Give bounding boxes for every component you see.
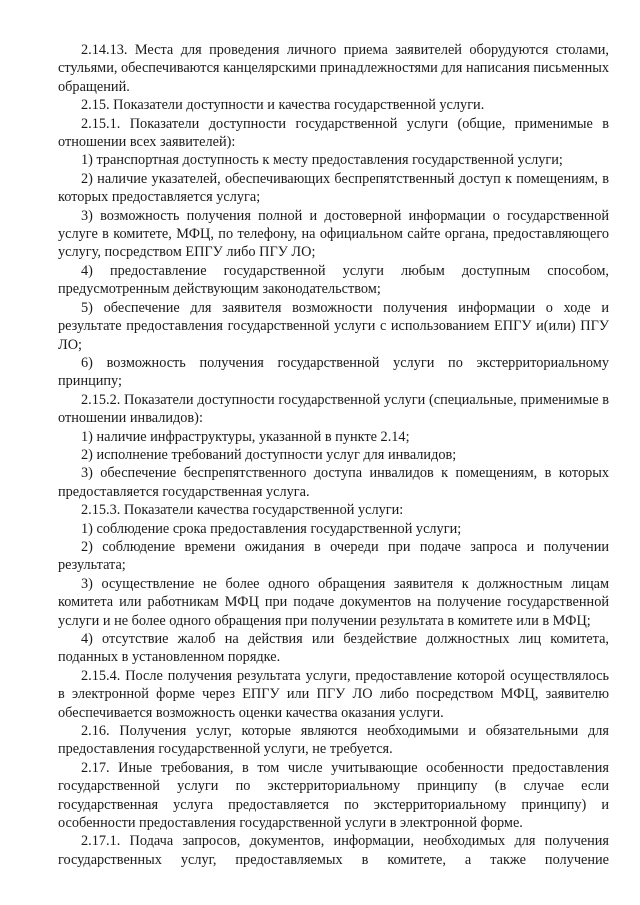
paragraph-2-17: 2.17. Иные требования, в том числе учитывающие особенности предоставления государственной услуги по экстерриториальному принципу (в случае если государственная услуга предоставляется по экстерриториальному принципу) и особенности предоставления государственной услуги в электронной форме.: [58, 759, 609, 832]
paragraph-2-15-2: 2.15.2. Показатели доступности государственной услуги (специальные, применимые в отношении инвалидов):: [58, 391, 609, 427]
document-body: [58, 41, 609, 869]
list-item-special-2: 2) исполнение требований доступности услуг для инвалидов;: [81, 446, 457, 463]
paragraph-2-17-1: 2.17.1. Подача запросов, документов, информации, необходимых для получения государственных услуг, предоставляемых в комитете, а также получение: [58, 833, 609, 868]
list-item-special-1: 1) наличие инфраструктуры, указанной в пункте 2.14;: [81, 428, 410, 445]
list-item-general-1: 1) транспортная доступность к месту предоставления государственной услуги;: [81, 152, 563, 169]
paragraph-2-15-heading: 2.15. Показатели доступности и качества государственной услуги.: [81, 97, 485, 114]
list-item-general-3: 3) возможность получения полной и достоверной информации о государственной услуге в комитете, МФЦ, по телефону, на официальном сайте органа, предоставляющего услугу, посредством ЕПГУ либо ПГУ ЛО;: [58, 207, 609, 261]
list-item-quality-3: 3) осуществление не более одного обращения заявителя к должностным лицам комитета или работникам МФЦ при подаче документов на получение государственной услуги и не более одного обращения при получении результата в комитете или в МФЦ;: [58, 575, 609, 629]
list-item-general-4: 4) предоставление государственной услуги любым доступным способом, предусмотренным действующим законодательством;: [58, 262, 609, 298]
list-item-quality-4: 4) отсутствие жалоб на действия или бездействие должностных лиц комитета, поданных в установленном порядке.: [58, 631, 609, 666]
list-item-quality-2: 2) соблюдение времени ожидания в очереди при подаче запроса и получении результата;: [58, 538, 609, 574]
paragraph-2-14-13: 2.14.13. Места для проведения личного приема заявителей оборудуются столами, стульями, обеспечиваются канцелярскими принадлежностями для написания письменных обращений.: [58, 42, 609, 95]
list-item-general-6: 6) возможность получения государственной услуги по экстерриториальному принципу;: [58, 354, 609, 390]
paragraph-2-15-3: 2.15.3. Показатели качества государственной услуги:: [81, 502, 404, 519]
list-item-general-5: 5) обеспечение для заявителя возможности получения информации о ходе и результате предоставления государственной услуги с использованием ЕПГУ и(или) ПГУ ЛО;: [58, 299, 609, 353]
list-item-general-2: 2) наличие указателей, обеспечивающих беспрепятственный доступ к помещениям, в которых предоставляется услуга;: [58, 170, 609, 206]
paragraph-2-15-1: 2.15.1. Показатели доступности государственной услуги (общие, применимые в отношении всех заявителей):: [58, 115, 609, 151]
paragraph-2-15-4: 2.15.4. После получения результата услуги, предоставление которой осуществлялось в электронной форме через ЕПГУ или ПГУ ЛО либо посредством МФЦ, заявителю обеспечивается возможность оценки качества оказания услуги.: [58, 667, 609, 721]
paragraph-2-16: 2.16. Получения услуг, которые являются необходимыми и обязательными для предоставления государственной услуги, не требуется.: [58, 723, 609, 758]
list-item-special-3: 3) обеспечение беспрепятственного доступа инвалидов к помещениям, в которых предоставляется государственная услуга.: [58, 465, 609, 500]
list-item-quality-1: 1) соблюдение срока предоставления государственной услуги;: [81, 520, 462, 537]
